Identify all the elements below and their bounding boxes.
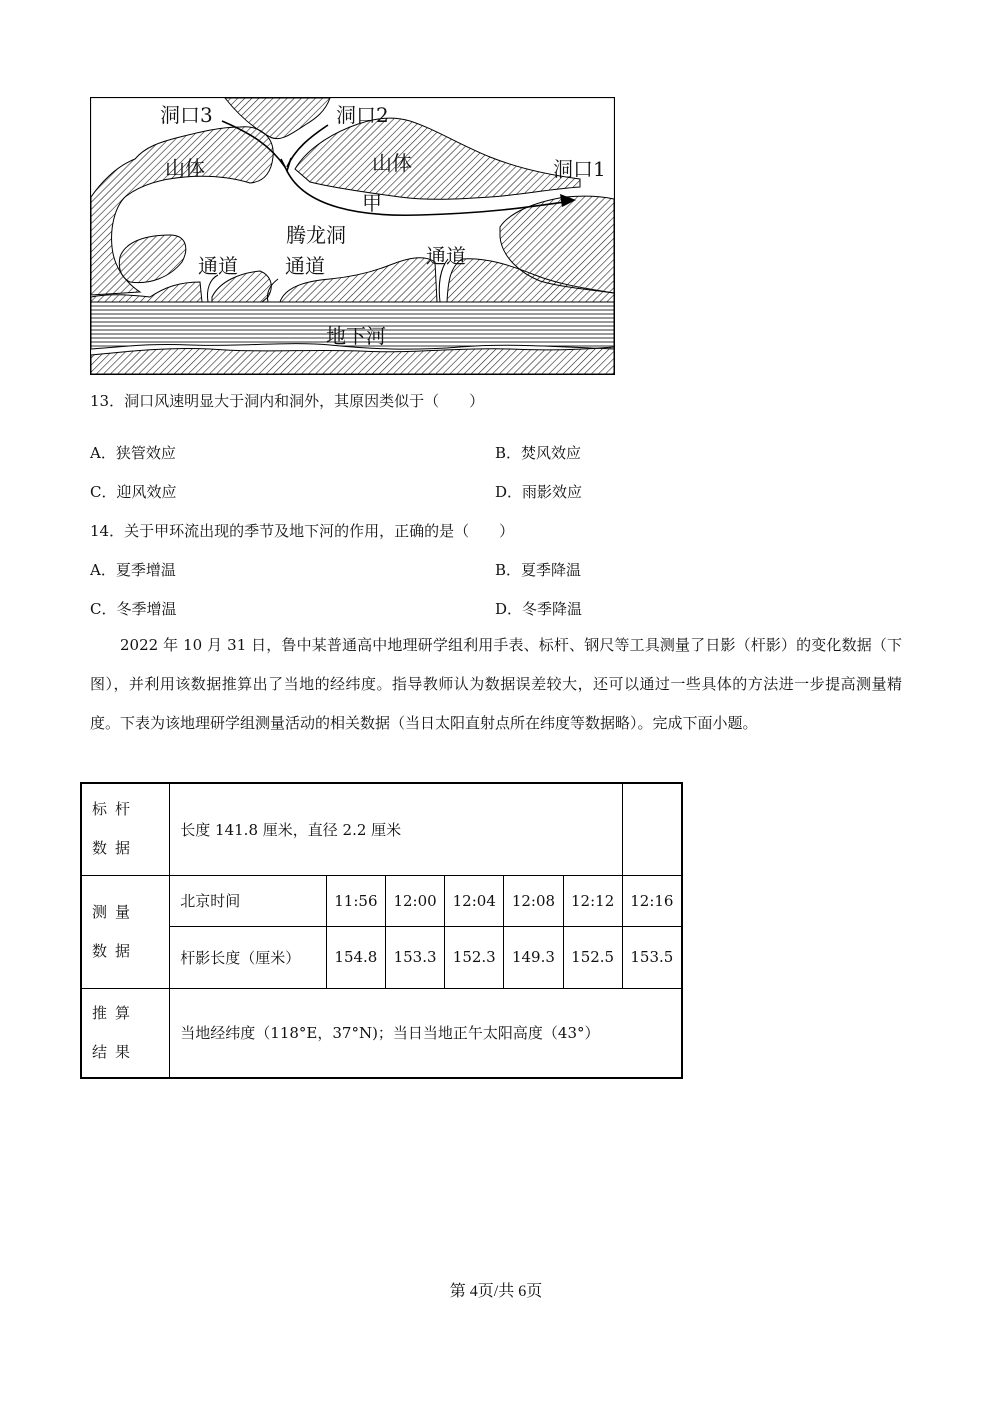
q13-option-b: B．焚风效应 (495, 444, 582, 462)
shadow-value: 153.3 (385, 926, 444, 988)
question-14-stem: 14．关于甲环流出现的季节及地下河的作用，正确的是（ ） (90, 522, 515, 540)
cave-diagram (90, 97, 615, 375)
time-value: 12:08 (504, 875, 563, 926)
q13-option-d: D．雨影效应 (495, 483, 583, 501)
pole-value: 长度 141.8 厘米，直径 2.2 厘米 (170, 783, 622, 875)
page-footer: 第 4页/共 6页 (449, 1283, 543, 1300)
shadow-value: 154.8 (326, 926, 385, 988)
question-13-stem: 13．洞口风速明显大于洞内和洞外，其原因类似于（ ） (90, 392, 485, 410)
q13-option-a: A．狭管效应 (90, 444, 176, 462)
result-header: 推算结果 (81, 988, 170, 1078)
shadow-value: 153.5 (622, 926, 682, 988)
label-entrance-2: 洞口2 (336, 103, 389, 127)
time-value: 12:04 (445, 875, 504, 926)
table-row-pole (81, 783, 682, 875)
q14-option-b: B．夏季降温 (495, 561, 582, 579)
q14-option-d: D．冬季降温 (495, 600, 583, 618)
time-label: 北京时间 (170, 875, 327, 926)
passage (90, 626, 902, 743)
label-passage-3: 通道 (426, 244, 466, 268)
result-value: 当地经纬度（118°E，37°N)；当日当地正午太阳高度（43°） (170, 988, 682, 1078)
q14-option-a: A．夏季增温 (90, 561, 176, 579)
shadow-label: 杆影长度（厘米） (170, 926, 327, 988)
label-jia: 甲 (362, 191, 382, 215)
q14-option-c: C．冬季增温 (90, 600, 177, 618)
shadow-value: 149.3 (504, 926, 563, 988)
label-underground-river: 地下河 (326, 324, 386, 348)
shadow-value: 152.3 (445, 926, 504, 988)
table-row-shadow (81, 926, 682, 988)
label-entrance-3: 洞口3 (160, 103, 213, 127)
measurement-table (80, 782, 683, 1079)
measure-header: 测量数据 (81, 875, 170, 988)
label-passage-2: 通道 (285, 254, 325, 278)
label-passage-1: 通道 (198, 254, 238, 278)
label-mountain-left: 山体 (165, 156, 205, 180)
label-mountain-right: 山体 (372, 151, 412, 175)
label-entrance-1: 洞口1 (553, 157, 606, 181)
q13-option-c: C．迎风效应 (90, 483, 177, 501)
time-value: 12:12 (563, 875, 622, 926)
time-value: 12:00 (385, 875, 444, 926)
pole-header: 标杆数据 (81, 783, 170, 875)
time-value: 12:16 (622, 875, 682, 926)
bottom-rock (91, 347, 614, 374)
time-value: 11:56 (326, 875, 385, 926)
label-tenglong-cave: 腾龙洞 (286, 223, 346, 247)
table-row-time (81, 875, 682, 926)
shadow-value: 152.5 (563, 926, 622, 988)
passage-text: 2022 年 10 月 31 日，鲁中某普通高中地理研学组利用手表、标杆、钢尺等工具测量了日影（杆影）的变化数据（下图），并利用该数据推算出了当地的经纬度。指导教师认为数据误差较大，还可以通过一些具体的方法进一步提高测量精度。下表为该地理研学组测量活动的相关数据（当日太阳直射点所在纬度等数据略）。完成下面小题。 (90, 636, 902, 732)
table-row-result (81, 988, 682, 1078)
